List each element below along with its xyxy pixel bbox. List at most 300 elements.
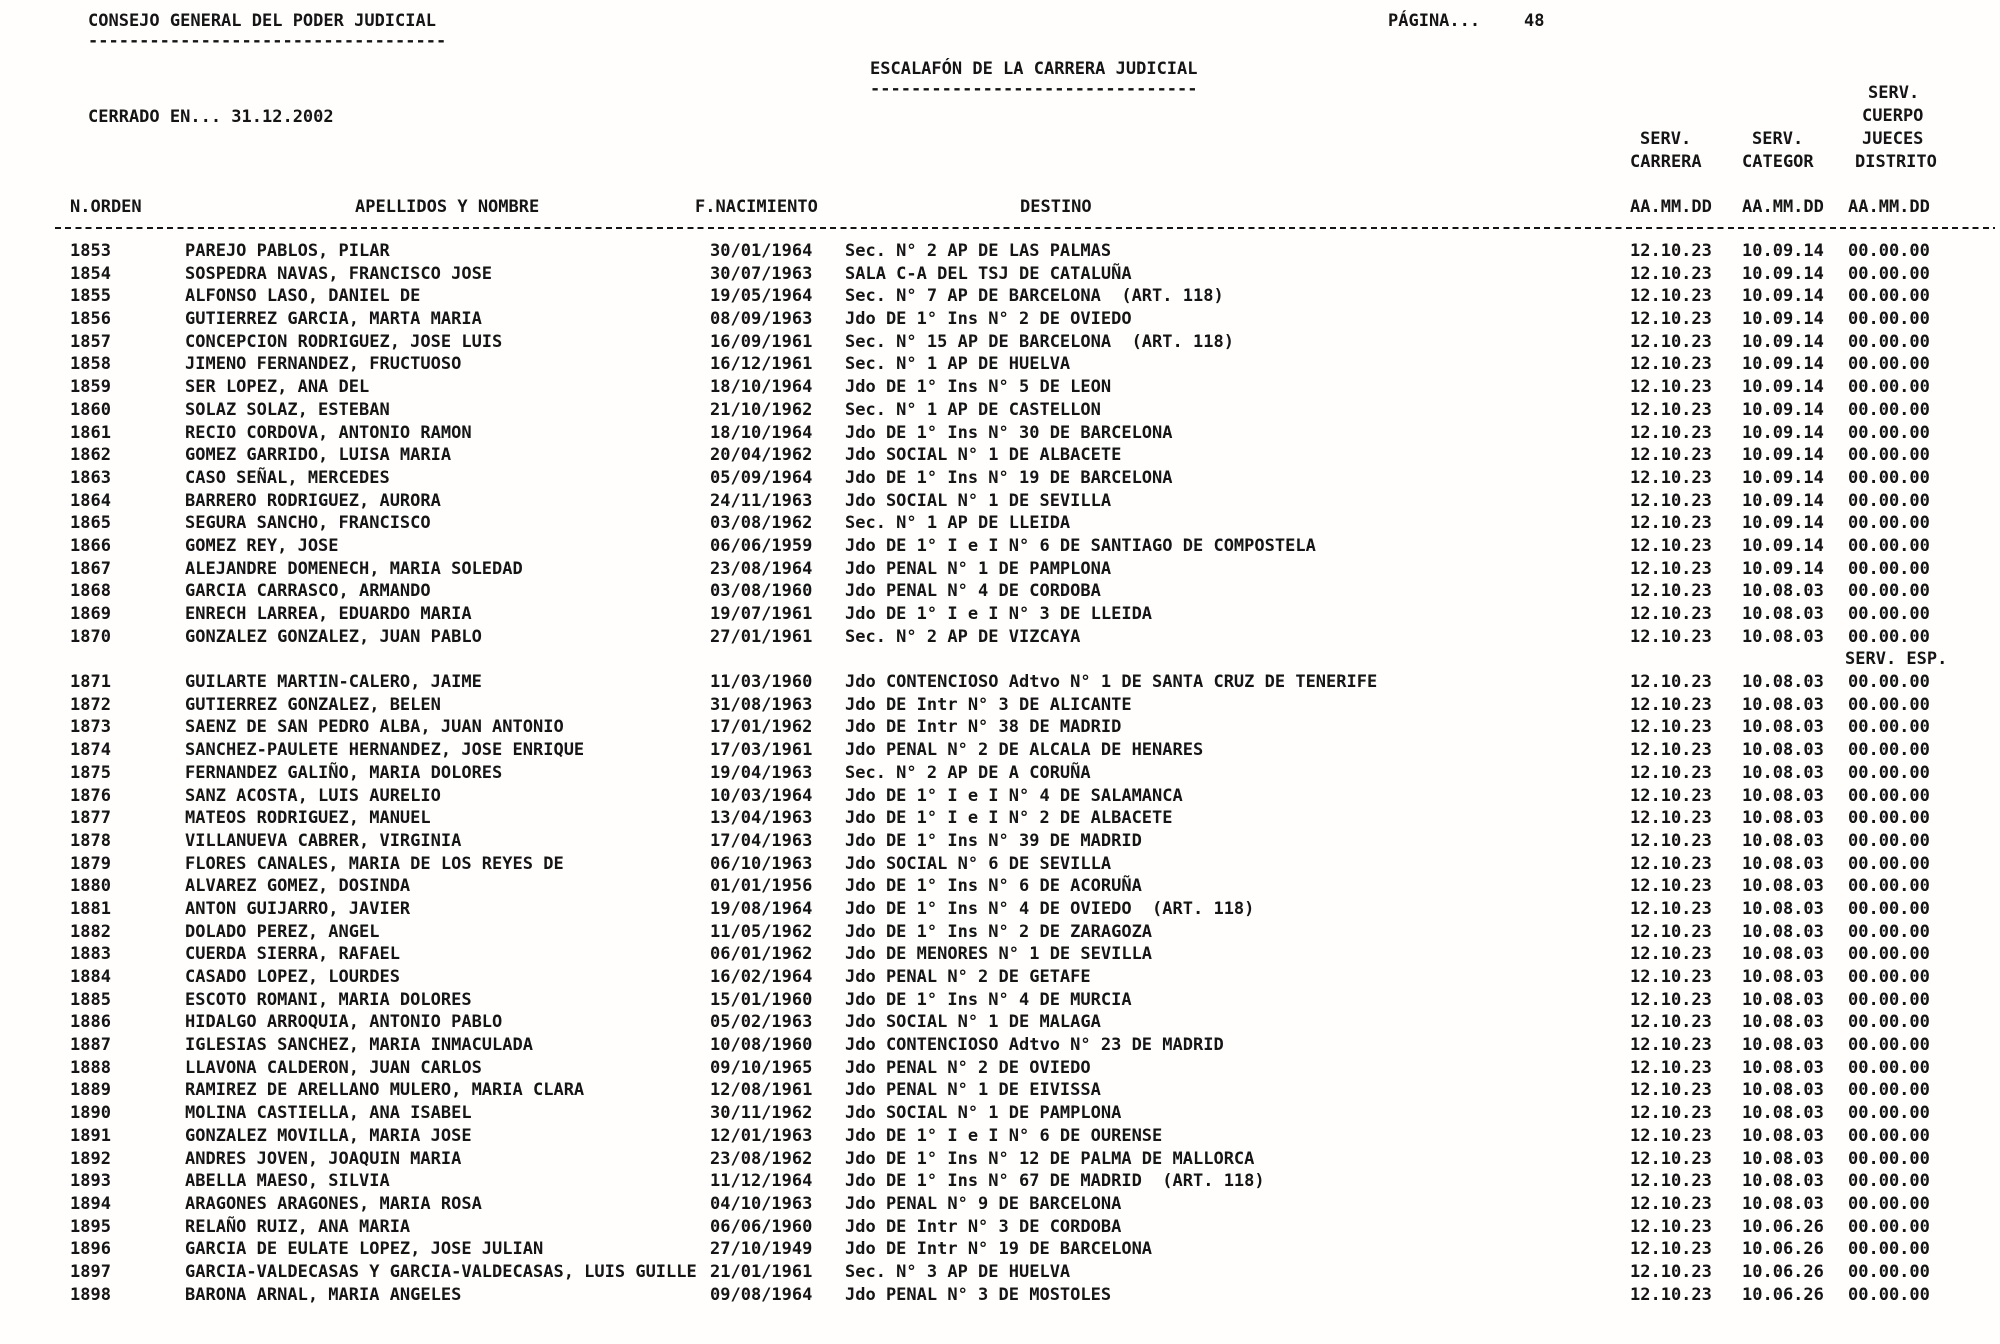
row-birthdate: 30/11/1962 [710,1103,813,1124]
row-serv-distrito: 00.00.00 [1848,1216,1930,1237]
row-serv-distrito: 00.00.00 [1848,399,1930,420]
table-row [0,739,2000,762]
row-destination: Jdo PENAL N° 2 DE OVIEDO [845,1057,1091,1078]
table-row [0,580,2000,603]
table-row [0,1125,2000,1148]
row-serv-categor: 10.08.03 [1742,785,1824,806]
row-serv-categor: 10.08.03 [1742,1193,1824,1214]
table-row [0,308,2000,331]
row-order-number: 1895 [70,1216,111,1237]
row-order-number: 1871 [70,672,111,693]
row-serv-carrera: 12.10.23 [1630,1012,1712,1033]
row-order-number: 1889 [70,1080,111,1101]
row-serv-carrera: 12.10.23 [1630,830,1712,851]
row-serv-distrito: 00.00.00 [1848,1284,1930,1305]
row-order-number: 1884 [70,967,111,987]
row-birthdate: 01/01/1956 [710,876,813,897]
row-serv-carrera: 12.10.23 [1630,1125,1712,1146]
row-name: GARCIA DE EULATE LOPEZ, JOSE JULIAN [185,1239,544,1260]
row-order-number: 1857 [70,331,111,352]
row-serv-categor: 10.08.03 [1742,1103,1824,1124]
row-serv-carrera: 12.10.23 [1630,309,1712,330]
row-birthdate: 17/04/1963 [710,830,813,851]
row-serv-distrito: 00.00.00 [1848,1103,1930,1124]
row-order-number: 1865 [70,513,111,534]
table-row [0,943,2000,966]
row-name: ARAGONES ARAGONES, MARIA ROSA [185,1193,482,1214]
row-birthdate: 11/12/1964 [710,1171,813,1192]
row-name: VILLANUEVA CABRER, VIRGINIA [185,830,462,851]
row-order-number: 1880 [70,876,111,897]
row-serv-categor: 10.08.03 [1742,876,1824,897]
row-serv-distrito: 00.00.00 [1848,467,1930,488]
row-birthdate: 13/04/1963 [710,808,813,829]
row-birthdate: 10/08/1960 [710,1035,813,1056]
col-header-serv-distrito-l3: JUECES [1862,129,1924,149]
row-serv-categor: 10.09.14 [1742,513,1824,534]
row-name: CASADO LOPEZ, LOURDES [185,967,400,987]
row-birthdate: 06/01/1962 [710,944,813,965]
table-row [0,1102,2000,1125]
row-serv-categor: 10.09.14 [1742,263,1824,284]
row-serv-distrito: 00.00.00 [1848,241,1930,261]
row-serv-distrito: 00.00.00 [1848,1080,1930,1101]
row-serv-carrera: 12.10.23 [1630,581,1712,602]
row-serv-categor: 10.08.03 [1742,1012,1824,1033]
row-name: GARCIA-VALDECASAS Y GARCIA-VALDECASAS, LUIS GUILLE [185,1261,697,1282]
row-serv-carrera: 12.10.23 [1630,740,1712,761]
col-header-serv-distrito-l2: CUERPO [1862,106,1924,126]
row-destination: Jdo DE 1° I e I N° 6 DE OURENSE [845,1125,1163,1146]
row-serv-carrera: 12.10.23 [1630,626,1712,647]
row-destination: Sec. N° 2 AP DE A CORUÑA [845,762,1091,783]
row-serv-categor: 10.08.03 [1742,581,1824,602]
row-serv-carrera: 12.10.23 [1630,354,1712,375]
table-row [0,1193,2000,1216]
row-serv-distrito: 00.00.00 [1848,740,1930,761]
row-name: LLAVONA CALDERON, JUAN CARLOS [185,1057,482,1078]
org-name: CONSEJO GENERAL DEL PODER JUDICIAL [88,11,436,31]
row-destination: Jdo DE 1° I e I N° 2 DE ALBACETE [845,808,1173,829]
col-header-serv-distrito-l4: DISTRITO [1855,152,1937,172]
row-serv-categor: 10.06.26 [1742,1216,1824,1237]
row-birthdate: 12/08/1961 [710,1080,813,1101]
row-order-number: 1896 [70,1239,111,1260]
row-birthdate: 27/01/1961 [710,626,813,647]
row-destination: Jdo DE 1° I e I N° 4 DE SALAMANCA [845,785,1183,806]
row-destination: Sec. N° 2 AP DE VIZCAYA [845,626,1081,647]
table-row [0,716,2000,739]
row-destination: Jdo DE 1° Ins N° 2 DE ZARAGOZA [845,921,1153,942]
row-serv-distrito: 00.00.00 [1848,490,1930,511]
row-order-number: 1888 [70,1057,111,1078]
row-birthdate: 09/10/1965 [710,1057,813,1078]
table-row [0,1261,2000,1284]
row-birthdate: 11/03/1960 [710,672,813,693]
row-order-number: 1878 [70,830,111,851]
row-serv-carrera: 12.10.23 [1630,1261,1712,1282]
row-serv-categor: 10.08.03 [1742,1035,1824,1056]
row-birthdate: 24/11/1963 [710,490,813,511]
row-order-number: 1892 [70,1148,111,1169]
row-name: CUERDA SIERRA, RAFAEL [185,944,400,965]
col-header-serv-carrera-l1: SERV. [1640,129,1692,149]
row-order-number: 1886 [70,1012,111,1033]
row-order-number: 1887 [70,1035,111,1056]
row-serv-carrera: 12.10.23 [1630,445,1712,466]
col-header-serv-carrera-l2: CARRERA [1630,152,1702,172]
row-birthdate: 30/07/1963 [710,263,813,284]
row-serv-distrito: 00.00.00 [1848,604,1930,624]
row-serv-carrera: 12.10.23 [1630,558,1712,579]
row-order-number: 1876 [70,785,111,806]
row-order-number: 1877 [70,808,111,829]
row-serv-categor: 10.08.03 [1742,898,1824,919]
row-serv-distrito: 00.00.00 [1848,626,1930,647]
table-row [0,376,2000,399]
row-destination: Sec. N° 2 AP DE LAS PALMAS [845,241,1112,261]
table-row [0,875,2000,898]
row-serv-carrera: 12.10.23 [1630,422,1712,443]
row-birthdate: 21/01/1961 [710,1261,813,1282]
row-serv-categor: 10.08.03 [1742,830,1824,851]
row-serv-categor: 10.09.14 [1742,490,1824,511]
row-name: ENRECH LARREA, EDUARDO MARIA [185,604,472,624]
row-birthdate: 04/10/1963 [710,1193,813,1214]
row-serv-carrera: 12.10.23 [1630,1080,1712,1101]
row-destination: Jdo DE 1° Ins N° 39 DE MADRID [845,830,1142,851]
row-name: GUTIERREZ GONZALEZ, BELEN [185,694,441,715]
row-name: DOLADO PEREZ, ANGEL [185,921,380,942]
row-serv-carrera: 12.10.23 [1630,377,1712,398]
row-order-number: 1881 [70,898,111,919]
row-birthdate: 17/03/1961 [710,740,813,761]
row-serv-distrito: 00.00.00 [1848,898,1930,919]
row-serv-categor: 10.08.03 [1742,1148,1824,1169]
row-serv-carrera: 12.10.23 [1630,1035,1712,1056]
row-destination: Jdo DE 1° I e I N° 6 DE SANTIAGO DE COMPOSTELA [845,535,1316,556]
row-order-number: 1890 [70,1103,111,1124]
row-order-number: 1861 [70,422,111,443]
row-birthdate: 16/09/1961 [710,331,813,352]
col-header-serv-categor-l1: SERV. [1752,129,1804,149]
row-name: MOLINA CASTIELLA, ANA ISABEL [185,1103,472,1124]
row-name: HIDALGO ARROQUIA, ANTONIO PABLO [185,1012,503,1033]
row-serv-categor: 10.08.03 [1742,1125,1824,1146]
row-name: SAENZ DE SAN PEDRO ALBA, JUAN ANTONIO [185,717,564,738]
row-serv-distrito: 00.00.00 [1848,944,1930,965]
row-birthdate: 19/04/1963 [710,762,813,783]
row-serv-categor: 10.09.14 [1742,286,1824,307]
row-destination: Jdo CONTENCIOSO Adtvo N° 1 DE SANTA CRUZ DE TENERIFE [845,672,1378,693]
row-birthdate: 12/01/1963 [710,1125,813,1146]
table-row [0,1284,2000,1307]
row-name: SANCHEZ-PAULETE HERNANDEZ, JOSE ENRIQUE [185,740,585,761]
row-serv-distrito: 00.00.00 [1848,286,1930,307]
row-order-number: 1853 [70,241,111,261]
row-destination: Jdo PENAL N° 4 DE CORDOBA [845,581,1101,602]
row-destination: Jdo DE 1° Ins N° 12 DE PALMA DE MALLORCA [845,1148,1255,1169]
row-order-number: 1864 [70,490,111,511]
row-serv-carrera: 12.10.23 [1630,898,1712,919]
serv-esp-note-row [0,648,2000,671]
row-serv-carrera: 12.10.23 [1630,1216,1712,1237]
row-serv-distrito: 00.00.00 [1848,989,1930,1010]
row-serv-carrera: 12.10.23 [1630,944,1712,965]
row-serv-distrito: 00.00.00 [1848,762,1930,783]
row-birthdate: 18/10/1964 [710,422,813,443]
row-serv-carrera: 12.10.23 [1630,876,1712,897]
row-serv-categor: 10.08.03 [1742,808,1824,829]
row-birthdate: 09/08/1964 [710,1284,813,1305]
row-destination: Jdo PENAL N° 1 DE EIVISSA [845,1080,1101,1101]
row-name: BARONA ARNAL, MARIA ANGELES [185,1284,462,1305]
table-row [0,1238,2000,1261]
row-serv-distrito: 00.00.00 [1848,513,1930,534]
row-serv-distrito: 00.00.00 [1848,445,1930,466]
row-name: RELAÑO RUIZ, ANA MARIA [185,1216,411,1237]
row-birthdate: 10/03/1964 [710,785,813,806]
row-birthdate: 23/08/1964 [710,558,813,579]
row-order-number: 1897 [70,1261,111,1282]
row-name: SOLAZ SOLAZ, ESTEBAN [185,399,390,420]
row-name: FERNANDEZ GALIÑO, MARIA DOLORES [185,762,503,783]
row-serv-carrera: 12.10.23 [1630,241,1712,261]
row-serv-categor: 10.09.14 [1742,241,1824,261]
row-name: SER LOPEZ, ANA DEL [185,377,370,398]
row-order-number: 1869 [70,604,111,624]
row-destination: Jdo PENAL N° 1 DE PAMPLONA [845,558,1112,579]
row-destination: Jdo SOCIAL N° 1 DE MALAGA [845,1012,1101,1033]
row-serv-distrito: 00.00.00 [1848,1057,1930,1078]
row-serv-distrito: 00.00.00 [1848,830,1930,851]
row-birthdate: 19/07/1961 [710,604,813,624]
row-birthdate: 16/02/1964 [710,967,813,987]
row-destination: Jdo DE Intr N° 19 DE BARCELONA [845,1239,1153,1260]
row-destination: Jdo SOCIAL N° 6 DE SEVILLA [845,853,1112,874]
col-header-serv-categor-l2: CATEGOR [1742,152,1814,172]
row-birthdate: 20/04/1962 [710,445,813,466]
row-serv-distrito: 00.00.00 [1848,853,1930,874]
row-serv-distrito: 00.00.00 [1848,1193,1930,1214]
row-serv-carrera: 12.10.23 [1630,467,1712,488]
table-row [0,921,2000,944]
row-order-number: 1879 [70,853,111,874]
row-serv-distrito: 00.00.00 [1848,672,1930,693]
row-serv-carrera: 12.10.23 [1630,1057,1712,1078]
row-destination: Jdo DE MENORES N° 1 DE SEVILLA [845,944,1153,965]
row-destination: Sec. N° 1 AP DE LLEIDA [845,513,1071,534]
row-birthdate: 21/10/1962 [710,399,813,420]
row-order-number: 1898 [70,1284,111,1305]
row-serv-categor: 10.08.03 [1742,989,1824,1010]
row-serv-categor: 10.08.03 [1742,604,1824,624]
row-order-number: 1882 [70,921,111,942]
row-order-number: 1859 [70,377,111,398]
row-serv-distrito: 00.00.00 [1848,309,1930,330]
row-name: CONCEPCION RODRIGUEZ, JOSE LUIS [185,331,503,352]
row-serv-carrera: 12.10.23 [1630,967,1712,987]
row-serv-categor: 10.09.14 [1742,558,1824,579]
row-order-number: 1874 [70,740,111,761]
table-row [0,626,2000,649]
row-serv-carrera: 12.10.23 [1630,604,1712,624]
report-title: ESCALAFÓN DE LA CARRERA JUDICIAL [870,59,1198,79]
row-name: BARRERO RODRIGUEZ, AURORA [185,490,441,511]
row-serv-distrito: 00.00.00 [1848,785,1930,806]
table-row [0,762,2000,785]
row-name: RECIO CORDOVA, ANTONIO RAMON [185,422,472,443]
row-destination: Jdo SOCIAL N° 1 DE SEVILLA [845,490,1112,511]
row-serv-carrera: 12.10.23 [1630,286,1712,307]
table-row [0,263,2000,286]
row-serv-categor: 10.09.14 [1742,331,1824,352]
table-row [0,444,2000,467]
row-destination: Jdo PENAL N° 3 DE MOSTOLES [845,1284,1112,1305]
row-destination: Sec. N° 1 AP DE HUELVA [845,354,1071,375]
row-order-number: 1856 [70,309,111,330]
table-row [0,853,2000,876]
row-destination: Jdo PENAL N° 9 DE BARCELONA [845,1193,1122,1214]
row-birthdate: 23/08/1962 [710,1148,813,1169]
row-name: FLORES CANALES, MARIA DE LOS REYES DE [185,853,564,874]
row-serv-carrera: 12.10.23 [1630,785,1712,806]
row-destination: Sec. N° 15 AP DE BARCELONA (ART. 118) [845,331,1234,352]
row-serv-distrito: 00.00.00 [1848,331,1930,352]
col-header-serv-categor-l3: AA.MM.DD [1742,197,1824,217]
row-serv-categor: 10.09.14 [1742,445,1824,466]
row-serv-categor: 10.08.03 [1742,1057,1824,1078]
row-name: GUILARTE MARTIN-CALERO, JAIME [185,672,482,693]
table-row [0,399,2000,422]
table-row [0,535,2000,558]
row-order-number: 1894 [70,1193,111,1214]
row-birthdate: 11/05/1962 [710,921,813,942]
row-serv-distrito: 00.00.00 [1848,808,1930,829]
closed-date: CERRADO EN... 31.12.2002 [88,107,334,127]
row-order-number: 1862 [70,445,111,466]
row-serv-categor: 10.09.14 [1742,422,1824,443]
col-header-orden: N.ORDEN [70,197,142,217]
row-name: GONZALEZ MOVILLA, MARIA JOSE [185,1125,472,1146]
row-order-number: 1870 [70,626,111,647]
row-destination: Sec. N° 1 AP DE CASTELLON [845,399,1101,420]
table-row [0,966,2000,989]
col-header-serv-distrito-l1: SERV. [1868,83,1920,103]
table-row [0,807,2000,830]
row-order-number: 1858 [70,354,111,375]
row-order-number: 1854 [70,263,111,284]
row-serv-distrito: 00.00.00 [1848,535,1930,556]
col-header-destination: DESTINO [1020,197,1092,217]
serv-esp-note: SERV. ESP. [1845,649,1948,670]
row-birthdate: 03/08/1962 [710,513,813,534]
row-serv-distrito: 00.00.00 [1848,1239,1930,1260]
table-row [0,694,2000,717]
row-serv-distrito: 00.00.00 [1848,1261,1930,1282]
row-serv-distrito: 00.00.00 [1848,694,1930,715]
row-birthdate: 27/10/1949 [710,1239,813,1260]
row-name: GOMEZ GARRIDO, LUISA MARIA [185,445,452,466]
row-name: ALVAREZ GOMEZ, DOSINDA [185,876,411,897]
row-birthdate: 06/10/1963 [710,853,813,874]
row-destination: Jdo DE 1° Ins N° 5 DE LEON [845,377,1112,398]
row-serv-categor: 10.08.03 [1742,944,1824,965]
row-destination: Jdo DE 1° Ins N° 6 DE ACORUÑA [845,876,1142,897]
row-order-number: 1883 [70,944,111,965]
row-name: GONZALEZ GONZALEZ, JUAN PABLO [185,626,482,647]
row-destination: Jdo DE 1° Ins N° 67 DE MADRID (ART. 118) [845,1171,1265,1192]
row-serv-distrito: 00.00.00 [1848,967,1930,987]
row-name: GARCIA CARRASCO, ARMANDO [185,581,431,602]
row-destination: Jdo DE 1° Ins N° 19 DE BARCELONA [845,467,1173,488]
row-serv-categor: 10.08.03 [1742,717,1824,738]
row-serv-categor: 10.08.03 [1742,853,1824,874]
table-row [0,1170,2000,1193]
row-birthdate: 06/06/1959 [710,535,813,556]
row-birthdate: 16/12/1961 [710,354,813,375]
row-name: GOMEZ REY, JOSE [185,535,339,556]
row-serv-categor: 10.06.26 [1742,1284,1824,1305]
row-serv-carrera: 12.10.23 [1630,399,1712,420]
row-destination: Sec. N° 3 AP DE HUELVA [845,1261,1071,1282]
table-row [0,422,2000,445]
table-row [0,989,2000,1012]
row-birthdate: 17/01/1962 [710,717,813,738]
col-header-serv-carrera-l3: AA.MM.DD [1630,197,1712,217]
row-name: MATEOS RODRIGUEZ, MANUEL [185,808,431,829]
row-birthdate: 05/02/1963 [710,1012,813,1033]
row-birthdate: 31/08/1963 [710,694,813,715]
table-rows [0,240,2000,1306]
row-serv-categor: 10.08.03 [1742,694,1824,715]
row-serv-categor: 10.08.03 [1742,626,1824,647]
row-serv-carrera: 12.10.23 [1630,717,1712,738]
table-row [0,558,2000,581]
row-order-number: 1885 [70,989,111,1010]
row-serv-categor: 10.08.03 [1742,921,1824,942]
row-name: RAMIREZ DE ARELLANO MULERO, MARIA CLARA [185,1080,585,1101]
row-serv-carrera: 12.10.23 [1630,1239,1712,1260]
table-row [0,1057,2000,1080]
row-order-number: 1868 [70,581,111,602]
row-serv-distrito: 00.00.00 [1848,717,1930,738]
row-destination: Sec. N° 7 AP DE BARCELONA (ART. 118) [845,286,1224,307]
row-order-number: 1867 [70,558,111,579]
row-destination: Jdo CONTENCIOSO Adtvo N° 23 DE MADRID [845,1035,1224,1056]
row-serv-distrito: 00.00.00 [1848,1148,1930,1169]
row-birthdate: 18/10/1964 [710,377,813,398]
table-row [0,1148,2000,1171]
table-row [0,830,2000,853]
row-serv-distrito: 00.00.00 [1848,1012,1930,1033]
row-name: ABELLA MAESO, SILVIA [185,1171,390,1192]
table-row [0,671,2000,694]
table-row [0,285,2000,308]
row-destination: Jdo SOCIAL N° 1 DE PAMPLONA [845,1103,1122,1124]
row-serv-carrera: 12.10.23 [1630,263,1712,284]
row-serv-categor: 10.08.03 [1742,1171,1824,1192]
row-serv-carrera: 12.10.23 [1630,535,1712,556]
row-birthdate: 05/09/1964 [710,467,813,488]
row-serv-categor: 10.06.26 [1742,1261,1824,1282]
page-label: PÁGINA... [1388,11,1481,31]
row-name: PAREJO PABLOS, PILAR [185,241,390,261]
row-birthdate: 19/08/1964 [710,898,813,919]
row-serv-carrera: 12.10.23 [1630,331,1712,352]
row-serv-categor: 10.08.03 [1742,762,1824,783]
table-row [0,1034,2000,1057]
